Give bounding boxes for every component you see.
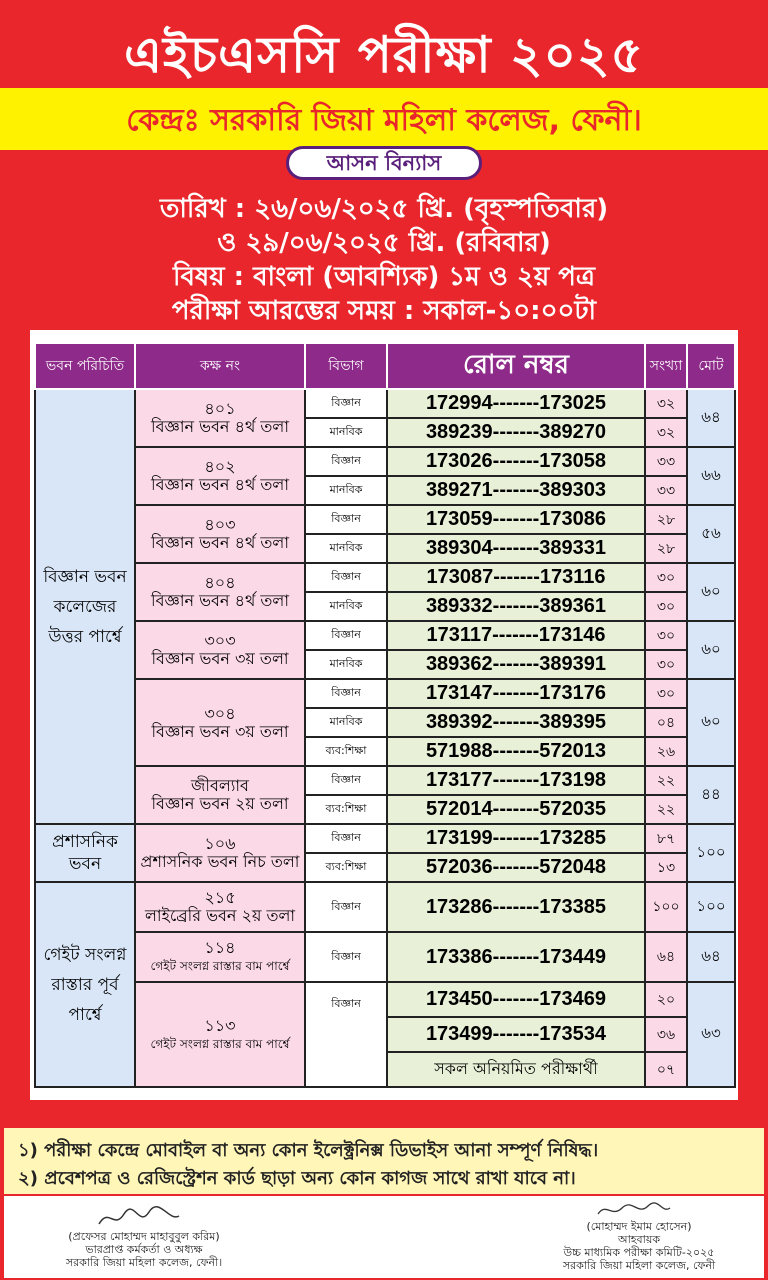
room-location: বিজ্ঞান ভবন ৪র্থ তলা xyxy=(151,417,289,436)
roll-cell: 389332-------389361 xyxy=(387,592,645,621)
roll-cell: 572014-------572035 xyxy=(387,795,645,824)
header-roll: রোল নম্বর xyxy=(387,343,645,389)
roll-cell: 173026-------173058 xyxy=(387,447,645,476)
count-cell: ১৩ xyxy=(645,853,687,882)
room-location: প্রশাসনিক ভবন নিচ তলা xyxy=(140,852,300,871)
header-dept: বিভাগ xyxy=(305,343,387,389)
room-cell xyxy=(135,766,305,824)
count-cell: ৩০ xyxy=(645,592,687,621)
count-cell: ০৭ xyxy=(645,1052,687,1087)
left-signatory-role: ভারপ্রাপ্ত কর্মকর্তা ও অধ্যক্ষ xyxy=(85,1243,203,1256)
right-signatory xyxy=(524,1220,754,1272)
dept-cell: মানবিক xyxy=(305,708,387,737)
roll-cell: 173386-------173449 xyxy=(387,932,645,982)
room-location: বিজ্ঞান ভবন ৩য় তলা xyxy=(151,721,289,741)
total-cell: ১০০ xyxy=(687,824,735,882)
count-cell: ৩৩ xyxy=(645,447,687,476)
count-cell: ১০০ xyxy=(645,882,687,932)
roll-cell: 389239-------389270 xyxy=(387,418,645,447)
room-number: ১১৪ xyxy=(204,938,236,957)
room-location: বিজ্ঞান ভবন ২য় তলা xyxy=(151,794,289,813)
roll-cell: 571988-------572013 xyxy=(387,737,645,766)
roll-cell: 389362-------389391 xyxy=(387,650,645,679)
room-cell xyxy=(135,447,305,505)
table-row xyxy=(35,505,735,534)
room-location: বিজ্ঞান ভবন ৪র্থ তলা xyxy=(151,475,289,494)
right-signatory-role: আহবায়ক xyxy=(617,1233,661,1246)
count-cell: ২৮ xyxy=(645,534,687,563)
room-location: গেইট সংলগ্ন রাস্তার বাম পার্শ্বে xyxy=(150,959,290,973)
dept-cell: ব্যব:শিক্ষা xyxy=(305,853,387,882)
page-title: এইচএসসি পরীক্ষা ২০২৫ xyxy=(124,26,644,84)
room-cell xyxy=(135,882,305,932)
table-row xyxy=(35,766,735,795)
dept-cell: বিজ্ঞান xyxy=(305,447,387,476)
count-cell: ৮৭ xyxy=(645,824,687,853)
instruction-1: ১) পরীক্ষা কেন্দ্রে মোবাইল বা অন্য কোন ইলেক্ট্রনিক্স ডিভাইস আনা সম্পূর্ণ নিষিদ্ধ। xyxy=(18,1140,599,1161)
total-cell: ৬০ xyxy=(687,563,735,621)
count-cell: ২৮ xyxy=(645,505,687,534)
room-number: ৩০৩ xyxy=(204,631,236,650)
signature-area xyxy=(4,1196,764,1278)
count-cell: ২৬ xyxy=(645,737,687,766)
exam-center: কেন্দ্রঃ সরকারি জিয়া মহিলা কলেজ, ফেনী। xyxy=(126,103,642,138)
room-location: বিজ্ঞান ভবন ৪র্থ তলা xyxy=(151,591,289,610)
room-number: ৪০২ xyxy=(204,457,236,476)
count-cell: ২২ xyxy=(645,795,687,824)
dept-cell: বিজ্ঞান xyxy=(305,505,387,534)
total-cell: ১০০ xyxy=(687,882,735,932)
table-row xyxy=(35,447,735,476)
header-building: ভবন পরিচিতি xyxy=(35,343,135,389)
right-signatory-org: সরকারি জিয়া মহিলা কলেজ, ফেনী xyxy=(562,1259,716,1272)
count-cell: ৩২ xyxy=(645,389,687,418)
dept-cell: বিজ্ঞান xyxy=(305,932,387,982)
seat-plan-table xyxy=(34,342,736,1088)
room-cell xyxy=(135,932,305,982)
dept-cell: বিজ্ঞান xyxy=(305,563,387,592)
dept-cell: মানবিক xyxy=(305,418,387,447)
right-signatory-committee: উচ্চ মাধ্যমিক পরীক্ষা কমিটি-২০২৫ xyxy=(563,1246,715,1259)
table-row xyxy=(35,982,735,1017)
room-number: ৪০৪ xyxy=(204,573,236,592)
roll-cell: সকল অনিয়মিত পরীক্ষার্থী xyxy=(387,1052,645,1087)
dept-cell: মানবিক xyxy=(305,650,387,679)
roll-cell: 173087-------173116 xyxy=(387,563,645,592)
room-number: ৩০৪ xyxy=(204,703,236,723)
left-signatory xyxy=(24,1230,264,1269)
right-signatory-name: (মোহাম্মদ ইমাম হোসেন) xyxy=(586,1220,692,1233)
roll-cell: 173117-------173146 xyxy=(387,621,645,650)
seat-plan-badge: আসন বিন্যাস xyxy=(286,146,482,180)
dept-cell: মানবিক xyxy=(305,592,387,621)
room-location: লাইব্রেরি ভবন ২য় তলা xyxy=(144,906,296,925)
date-line-2: ও ২৯/০৬/২০২৫ খ্রি. (রবিবার) xyxy=(217,228,551,258)
left-signatory-name: (প্রফেসর মোহাম্মদ মাহাবুবুল করিম) xyxy=(68,1230,220,1243)
left-signatory-org: সরকারি জিয়া মহিলা কলেজ, ফেনী। xyxy=(65,1256,223,1269)
room-location: বিজ্ঞান ভবন ৩য় তলা xyxy=(151,649,289,668)
dept-cell: বিজ্ঞান xyxy=(305,766,387,795)
dept-cell: বিজ্ঞান xyxy=(305,882,387,932)
count-cell: ৩২ xyxy=(645,418,687,447)
dept-cell: মানবিক xyxy=(305,476,387,505)
table-row xyxy=(35,932,735,982)
room-cell xyxy=(135,505,305,563)
room-cell xyxy=(135,621,305,679)
total-cell: ৬৪ xyxy=(687,389,735,447)
roll-cell: 172994-------173025 xyxy=(387,389,645,418)
total-cell: ৫৬ xyxy=(687,505,735,563)
count-cell: ২০ xyxy=(645,982,687,1017)
building-gate: গেইট সংলগ্ন রাস্তার পূর্ব পার্শ্বে xyxy=(35,882,135,1087)
count-cell: ৩০ xyxy=(645,621,687,650)
roll-cell: 389392-------389395 xyxy=(387,708,645,737)
room-location: বিজ্ঞান ভবন ৪র্থ তলা xyxy=(151,533,289,552)
roll-cell: 389304-------389331 xyxy=(387,534,645,563)
count-cell: ৩০ xyxy=(645,563,687,592)
room-cell xyxy=(135,824,305,882)
roll-cell: 173286-------173385 xyxy=(387,882,645,932)
room-cell xyxy=(135,389,305,447)
room-cell xyxy=(135,982,305,1087)
count-cell: ৩০ xyxy=(645,650,687,679)
building-science: বিজ্ঞান ভবন কলেজের উত্তর পার্শ্বে xyxy=(35,389,135,824)
room-cell xyxy=(135,563,305,621)
room-location: গেইট সংলগ্ন রাস্তার বাম পার্শ্বে xyxy=(150,1036,290,1051)
total-cell: ৬০ xyxy=(687,679,735,766)
roll-cell: 173499-------173534 xyxy=(387,1017,645,1052)
table-row xyxy=(35,389,735,418)
table-row xyxy=(35,882,735,932)
building-admin: প্রশাসনিক ভবন xyxy=(35,824,135,882)
roll-cell: 173450-------173469 xyxy=(387,982,645,1017)
room-cell xyxy=(135,679,305,766)
room-number: জীবল্যাব xyxy=(191,776,249,795)
room-number: ১০৬ xyxy=(204,834,236,853)
total-cell: ৪৪ xyxy=(687,766,735,824)
dept-cell: ব্যব:শিক্ষা xyxy=(305,737,387,766)
total-cell: ৬০ xyxy=(687,621,735,679)
roll-cell: 173199-------173285 xyxy=(387,824,645,853)
table-row xyxy=(35,679,735,708)
roll-cell: 173059-------173086 xyxy=(387,505,645,534)
roll-cell: 173177-------173198 xyxy=(387,766,645,795)
room-number: ১১৩ xyxy=(204,1015,236,1035)
instructions-box xyxy=(4,1128,764,1194)
dept-cell: বিজ্ঞান xyxy=(305,982,387,1087)
header-room: কক্ষ নং xyxy=(135,343,305,389)
room-number: ৪০১ xyxy=(204,399,236,418)
total-cell: ৬৪ xyxy=(687,932,735,982)
dept-cell: মানবিক xyxy=(305,534,387,563)
count-cell: ৩৬ xyxy=(645,1017,687,1052)
dept-cell: বিজ্ঞান xyxy=(305,679,387,708)
count-cell: ৩০ xyxy=(645,679,687,708)
header-count: সংখ্যা xyxy=(645,343,687,389)
right-signature-mark xyxy=(594,1198,674,1222)
dept-cell: বিজ্ঞান xyxy=(305,389,387,418)
table-header-row xyxy=(35,343,735,389)
count-cell: ০৪ xyxy=(645,708,687,737)
roll-cell: 173147-------173176 xyxy=(387,679,645,708)
room-number: ৪০৩ xyxy=(204,515,236,534)
count-cell: ৩৩ xyxy=(645,476,687,505)
header-total: মোট xyxy=(687,343,735,389)
roll-cell: 572036-------572048 xyxy=(387,853,645,882)
count-cell: ৬৪ xyxy=(645,932,687,982)
table-row xyxy=(35,621,735,650)
roll-cell: 389271-------389303 xyxy=(387,476,645,505)
count-cell: ২২ xyxy=(645,766,687,795)
subject-line: বিষয় : বাংলা (আবশ্যিক) ১ম ও ২য় পত্র xyxy=(173,262,595,292)
room-number: ২১৫ xyxy=(204,888,236,907)
dept-cell: বিজ্ঞান xyxy=(305,824,387,853)
table-row xyxy=(35,824,735,853)
date-line-1: তারিখ : ২৬/০৬/২০২৫ খ্রি. (বৃহস্পতিবার) xyxy=(159,194,609,224)
dept-cell: ব্যব:শিক্ষা xyxy=(305,795,387,824)
left-signature-mark xyxy=(94,1202,184,1232)
table-row xyxy=(35,563,735,592)
total-cell: ৬৩ xyxy=(687,982,735,1087)
start-time-line: পরীক্ষা আরম্ভের সময় : সকাল-১০:০০টা xyxy=(171,296,597,326)
total-cell: ৬৬ xyxy=(687,447,735,505)
instruction-2: ২) প্রবেশপত্র ও রেজিস্ট্রেশন কার্ড ছাড়া অন্য কোন কাগজ সাথে রাখা যাবে না। xyxy=(18,1168,576,1189)
dept-cell: বিজ্ঞান xyxy=(305,621,387,650)
